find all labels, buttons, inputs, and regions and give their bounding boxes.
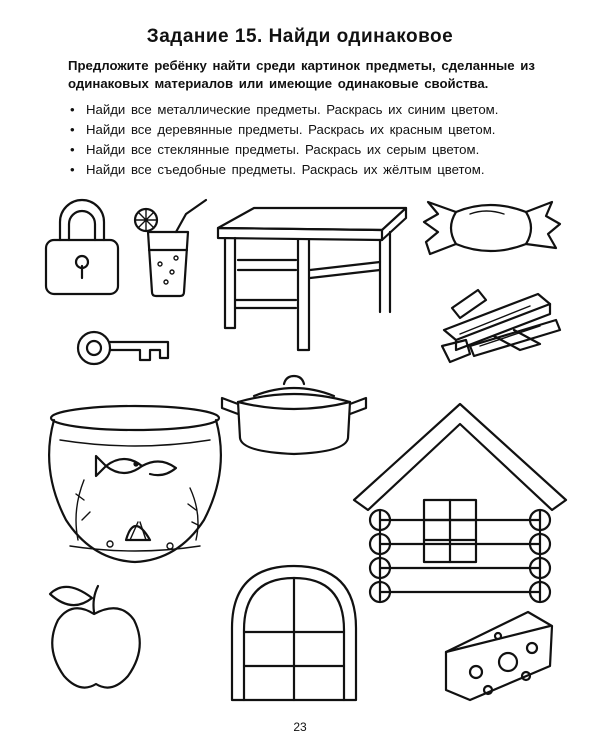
wooden-planks-picture	[442, 290, 560, 362]
table-picture	[218, 208, 406, 350]
apple-picture	[50, 586, 140, 688]
task-item: • Найди все металлические предметы. Раскрась их синим цветом.	[68, 100, 498, 120]
task-item: • Найди все стеклянные предметы. Раскрась их серым цветом.	[68, 140, 498, 160]
arched-window-picture	[232, 566, 356, 700]
cheese-picture	[446, 612, 552, 700]
task-item: • Найди все деревянные предметы. Раскрась их красным цветом.	[68, 120, 498, 140]
fishbowl-picture	[49, 406, 221, 562]
intro-text: Предложите ребёнку найти среди картинок предметы, сделанные из одинаковых материалов или имеющие одинаковые свойства.	[68, 58, 535, 91]
page-number: 23	[293, 720, 307, 734]
task-item: • Найди все съедобные предметы. Раскрась их жёлтым цветом.	[68, 160, 498, 180]
glass-of-lemonade-picture	[135, 200, 206, 296]
key-picture	[78, 332, 168, 364]
log-house-picture	[354, 404, 566, 602]
padlock-picture	[46, 200, 118, 294]
cooking-pot-picture	[222, 376, 366, 454]
candy-picture	[424, 202, 560, 254]
page-title: Задание 15. Найди одинаковое	[146, 26, 454, 47]
